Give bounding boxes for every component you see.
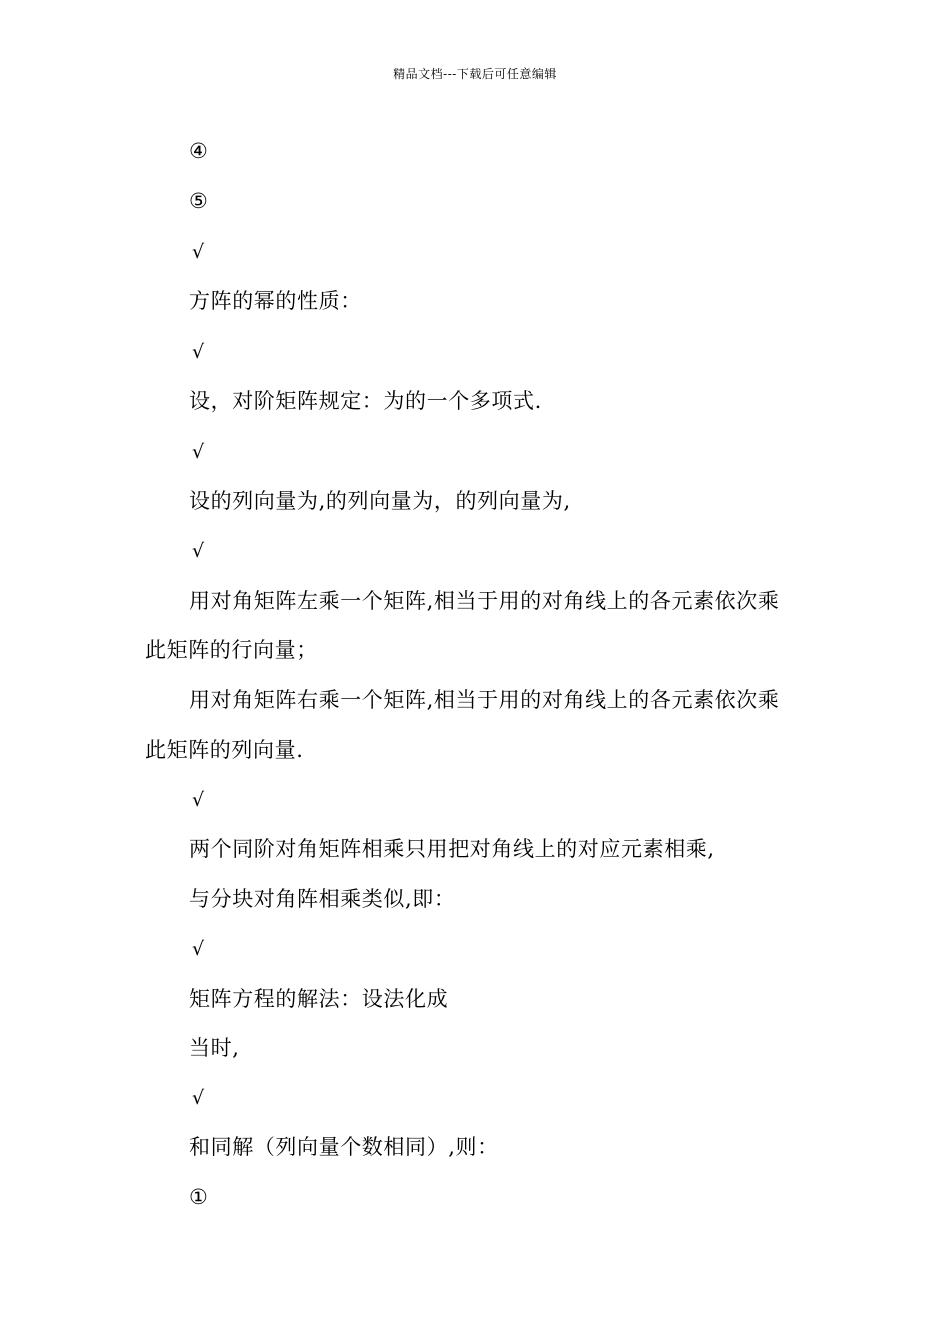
check-mark: √ — [192, 938, 205, 960]
paragraph-column-vectors: 设的列向量为,的列向量为，的列向量为, — [189, 489, 571, 513]
check-mark: √ — [192, 241, 205, 263]
paragraph-polynomial-definition: 设，对阶矩阵规定：为的一个多项式. — [189, 389, 542, 413]
check-mark: √ — [192, 341, 205, 363]
check-mark: √ — [192, 540, 205, 562]
paragraph-block-diagonal: 与分块对角阵相乘类似,即： — [189, 887, 456, 911]
circled-number-4: ④ — [189, 139, 209, 163]
paragraph-left-multiply-continued: 此矩阵的行向量； — [145, 638, 318, 662]
paragraph-same-solution: 和同解（列向量个数相同）,则： — [189, 1135, 499, 1159]
check-mark: √ — [192, 789, 205, 811]
paragraph-diagonal-product: 两个同阶对角矩阵相乘只用把对角线上的对应元素相乘, — [189, 837, 715, 861]
paragraph-right-multiply: 用对角矩阵右乘一个矩阵,相当于用的对角线上的各元素依次乘 — [189, 688, 780, 712]
circled-number-1: ① — [189, 1185, 209, 1209]
check-mark: √ — [192, 441, 205, 463]
paragraph-right-multiply-continued: 此矩阵的列向量. — [145, 738, 304, 762]
section-heading-power-properties: 方阵的幂的性质： — [189, 289, 362, 313]
check-mark: √ — [192, 1087, 205, 1109]
paragraph-left-multiply: 用对角矩阵左乘一个矩阵,相当于用的对角线上的各元素依次乘 — [189, 589, 780, 613]
paragraph-when: 当时, — [189, 1036, 240, 1060]
circled-number-5: ⑤ — [189, 189, 209, 213]
paragraph-matrix-equation: 矩阵方程的解法：设法化成 — [189, 987, 449, 1011]
page-header: 精品文档---下载后可任意编辑 — [393, 67, 557, 81]
